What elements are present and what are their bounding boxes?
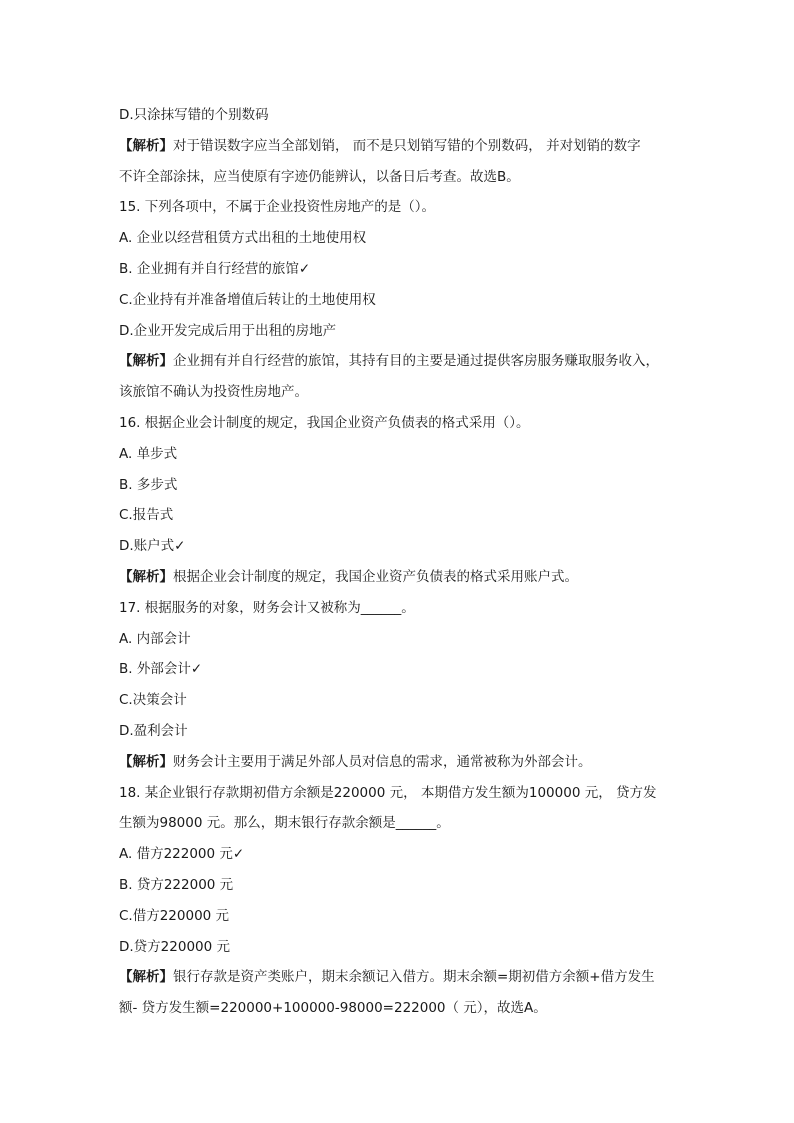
line-text: D.贷方220000 元 bbox=[119, 938, 231, 955]
line-text: 财务会计主要用于满足外部人员对信息的需求，通常被称为外部会计。 bbox=[173, 753, 592, 770]
line-text: D.企业开发完成后用于出租的房地产 bbox=[119, 322, 337, 339]
line-text: B. 多步式 bbox=[119, 476, 178, 493]
analysis-label: 【解析】 bbox=[119, 137, 173, 154]
text-line bbox=[119, 993, 679, 1024]
text-line bbox=[119, 162, 679, 193]
text-line bbox=[119, 624, 679, 655]
text-line bbox=[119, 839, 679, 870]
text-line bbox=[119, 654, 679, 685]
analysis-line bbox=[119, 346, 679, 377]
text-line bbox=[119, 901, 679, 932]
line-text: 17. 根据服务的对象，财务会计又被称为______。 bbox=[119, 599, 415, 616]
text-line bbox=[119, 531, 679, 562]
analysis-line bbox=[119, 131, 679, 162]
line-text: 企业拥有并自行经营的旅馆，其持有目的主要是通过提供客房服务赚取服务收入， bbox=[173, 353, 659, 370]
analysis-line bbox=[119, 962, 679, 993]
text-line bbox=[119, 100, 679, 131]
line-text: 不许全部涂抹，应当使原有字迹仍能辨认，以备日后考查。故选B。 bbox=[119, 168, 520, 185]
line-text: 15. 下列各项中，不属于企业投资性房地产的是（）。 bbox=[119, 199, 436, 216]
line-text: A. 单步式 bbox=[119, 445, 178, 462]
text-line bbox=[119, 500, 679, 531]
text-line bbox=[119, 439, 679, 470]
line-text: C.企业持有并准备增值后转让的土地使用权 bbox=[119, 291, 376, 308]
line-text: B. 企业拥有并自行经营的旅馆✓ bbox=[119, 260, 311, 277]
line-text: B. 贷方222000 元 bbox=[119, 876, 234, 893]
text-line bbox=[119, 778, 679, 809]
line-text: B. 外部会计✓ bbox=[119, 661, 203, 678]
line-text: C.决策会计 bbox=[119, 692, 187, 709]
text-line bbox=[119, 408, 679, 439]
line-text: 该旅馆不确认为投资性房地产。 bbox=[119, 384, 308, 401]
analysis-line bbox=[119, 562, 679, 593]
analysis-label: 【解析】 bbox=[119, 969, 173, 986]
text-line bbox=[119, 223, 679, 254]
analysis-line bbox=[119, 747, 679, 778]
line-text: 16. 根据企业会计制度的规定，我国企业资产负债表的格式采用（）。 bbox=[119, 414, 530, 431]
line-text: C.借方220000 元 bbox=[119, 907, 230, 924]
text-line bbox=[119, 716, 679, 747]
line-text: A. 借方222000 元✓ bbox=[119, 846, 245, 863]
analysis-label: 【解析】 bbox=[119, 353, 173, 370]
text-line bbox=[119, 285, 679, 316]
line-text: 18. 某企业银行存款期初借方余额是220000 元， 本期借方发生额为100000 元， 贷方发 bbox=[119, 784, 657, 801]
text-line bbox=[119, 870, 679, 901]
line-text: 额- 贷方发生额=220000+100000-98000=222000（ 元），故选A。 bbox=[119, 1000, 547, 1017]
text-line bbox=[119, 808, 679, 839]
text-line bbox=[119, 932, 679, 963]
document-body bbox=[119, 100, 679, 1024]
line-text: D.账户式✓ bbox=[119, 538, 186, 555]
text-line bbox=[119, 593, 679, 624]
analysis-label: 【解析】 bbox=[119, 568, 173, 585]
line-text: C.报告式 bbox=[119, 507, 174, 524]
text-line bbox=[119, 192, 679, 223]
line-text: A. 内部会计 bbox=[119, 630, 191, 647]
line-text: A. 企业以经营租赁方式出租的土地使用权 bbox=[119, 230, 367, 247]
line-text: 对于错误数字应当全部划销， 而不是只划销写错的个别数码， 并对划销的数字 bbox=[173, 137, 641, 154]
text-line bbox=[119, 316, 679, 347]
analysis-label: 【解析】 bbox=[119, 753, 173, 770]
text-line bbox=[119, 254, 679, 285]
line-text: 根据企业会计制度的规定，我国企业资产负债表的格式采用账户式。 bbox=[173, 568, 578, 585]
line-text: 生额为98000 元。那么，期末银行存款余额是______。 bbox=[119, 815, 450, 832]
line-text: D.盈利会计 bbox=[119, 722, 188, 739]
line-text: 银行存款是资产类账户，期末余额记入借方。期末余额=期初借方余额+借方发生 bbox=[173, 969, 655, 986]
line-text: D.只涂抹写错的个别数码 bbox=[119, 107, 269, 123]
text-line bbox=[119, 685, 679, 716]
text-line bbox=[119, 470, 679, 501]
text-line bbox=[119, 377, 679, 408]
